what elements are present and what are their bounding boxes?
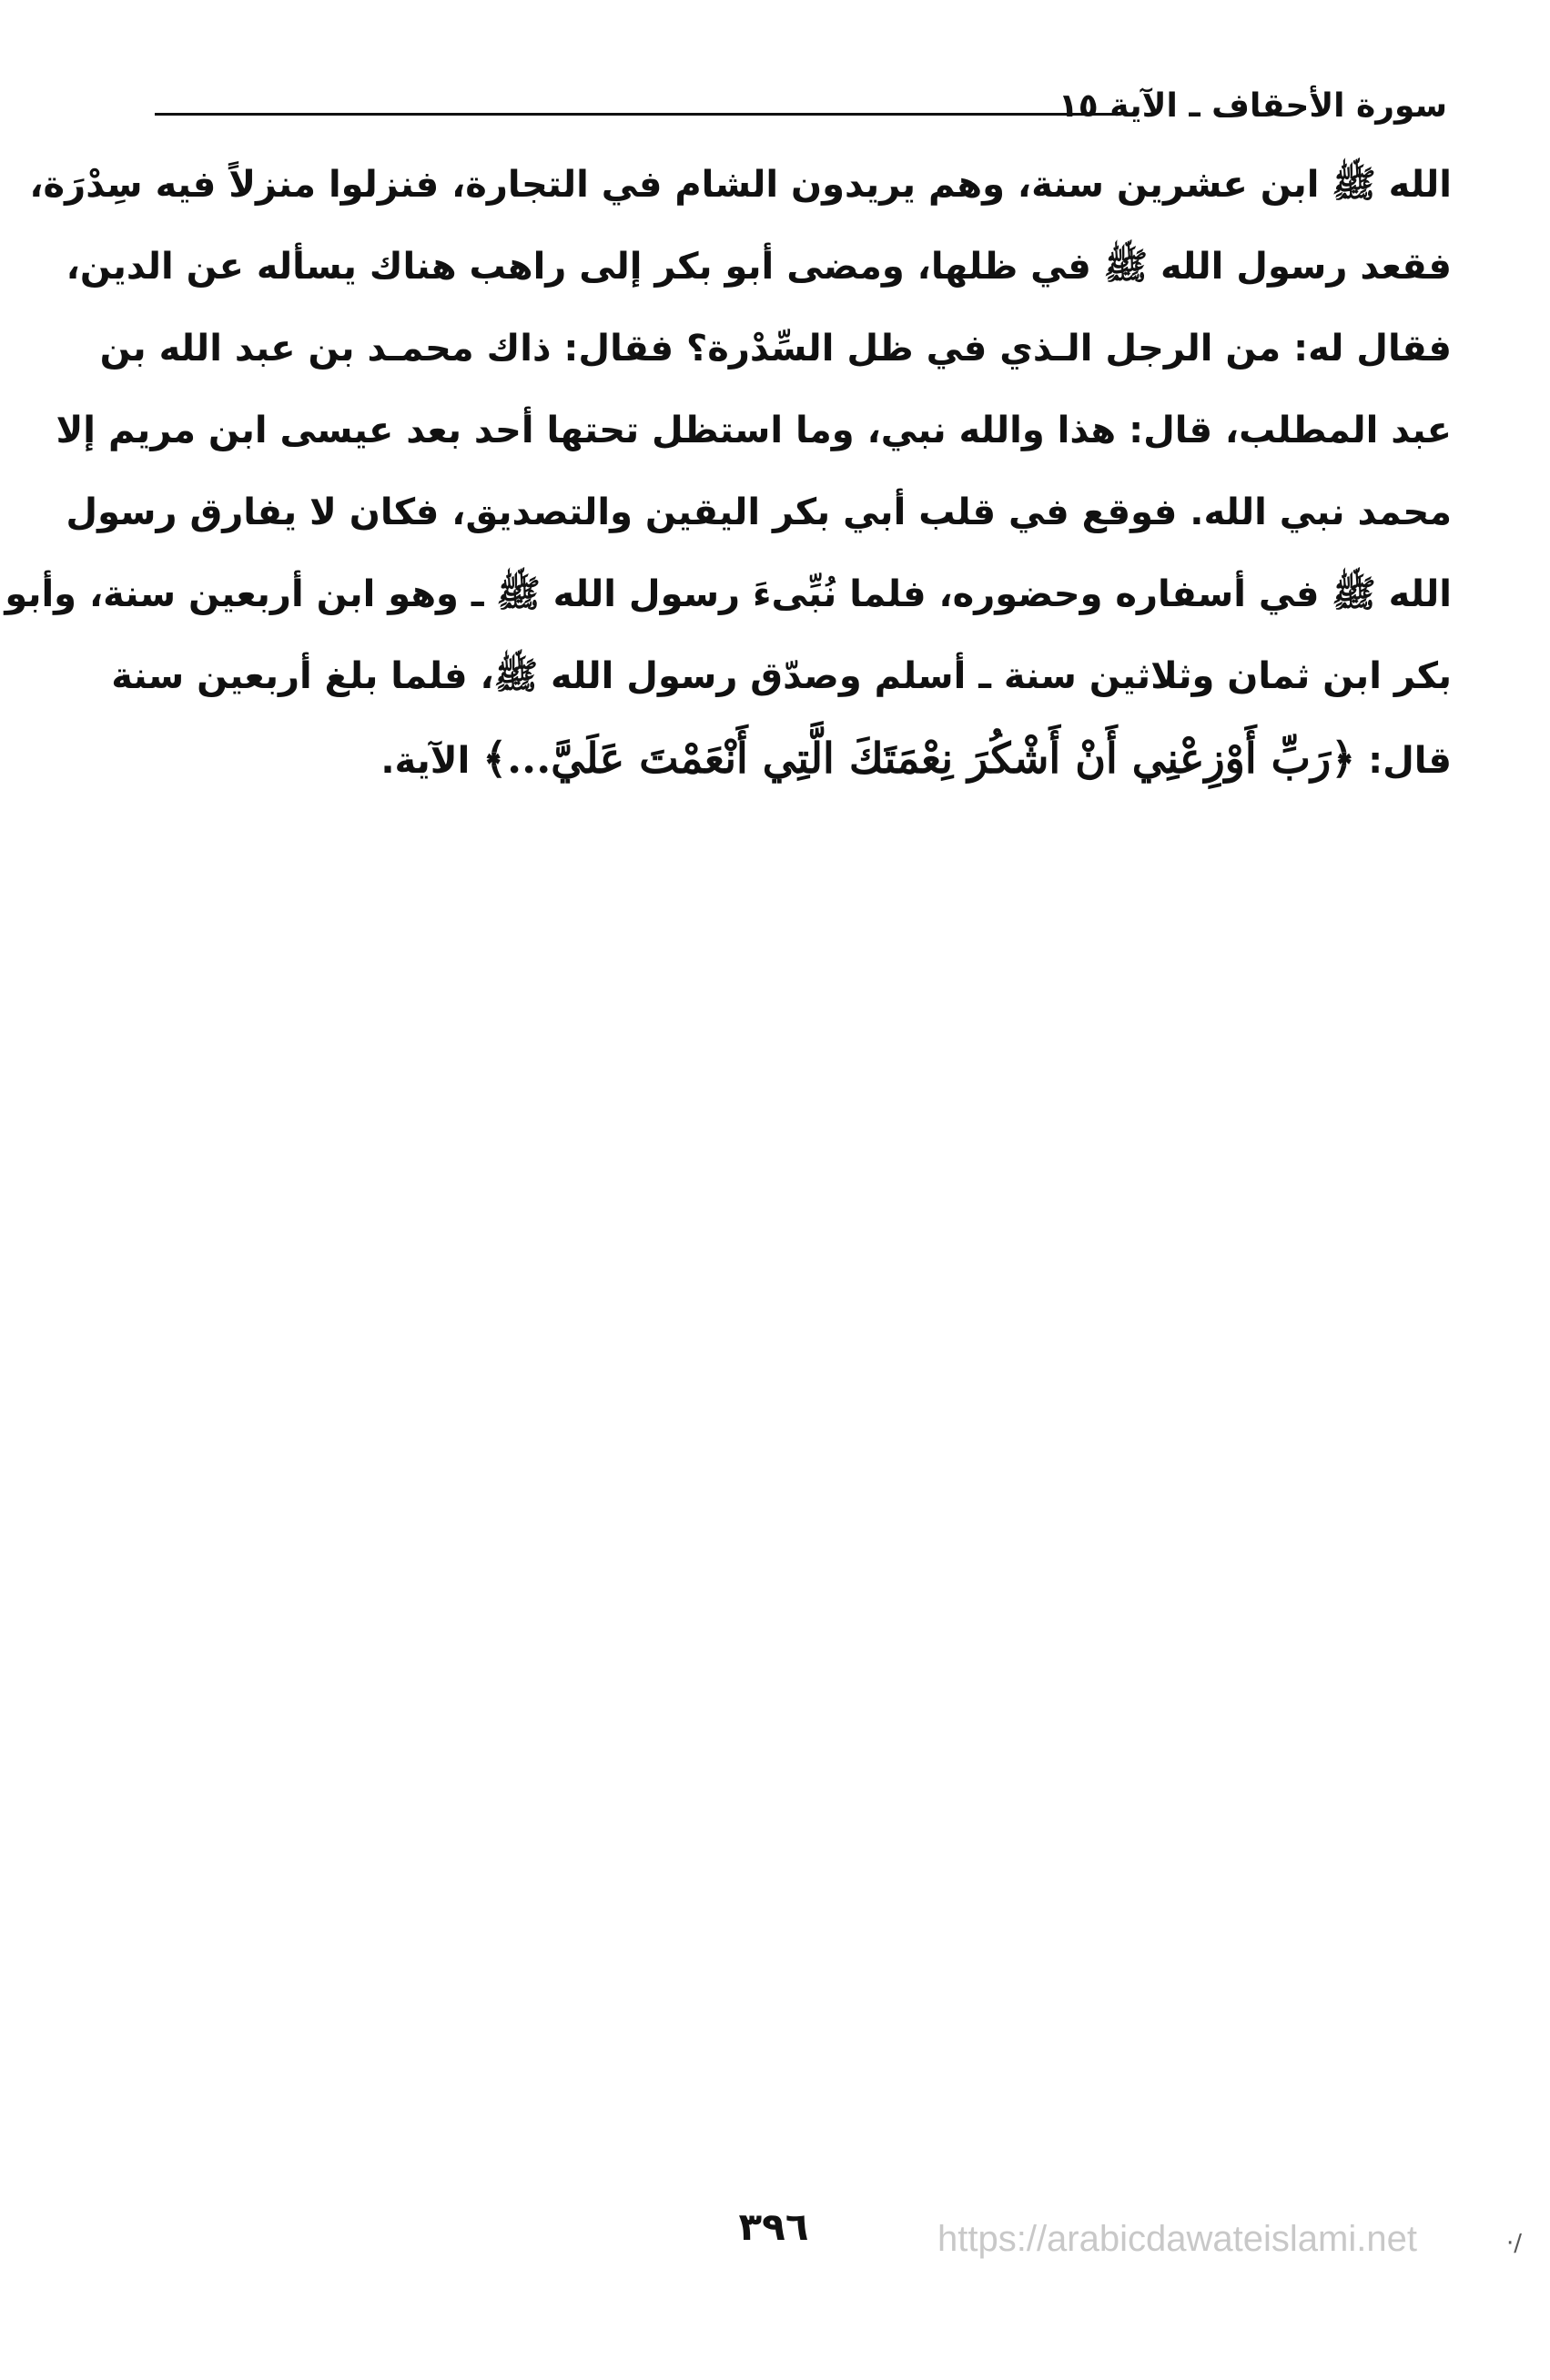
body-paragraph (5, 144, 1452, 799)
verse-reference: الآية. (380, 740, 483, 782)
surah-verse-title: سورة الأحقاف ـ الآية ١٥ (1058, 87, 1447, 125)
quran-verse: ﴿رَبِّ أَوْزِعْنِي أَنْ أَشْكُرَ نِعْمَتَكَ الَّتِي أَنْعَمْتَ عَلَيَّ...﴾ (482, 734, 1356, 783)
text-line: الله ﷺ ابن عشرين سنة، وهم يريدون الشام في التجارة، فنزلوا منزلاً فيه سِدْرَة، (29, 164, 1452, 206)
scan-mark: ·/ (1506, 2230, 1523, 2257)
quote-intro: قال: (1355, 740, 1452, 782)
page-header (155, 80, 1447, 135)
text-line: عبد المطلب، قال: هذا والله نبي، وما استظل تحتها أحد بعد عيسى ابن مريم إلا (56, 410, 1452, 451)
text-line-final (155, 717, 1452, 799)
text-line: بكر ابن ثمان وثلاثين سنة ـ أسلم وصدّق رسول الله ﷺ، فلما بلغ أربعين سنة (111, 655, 1452, 697)
watermark-url: https://arabicdawateislami.net (937, 2219, 1417, 2259)
text-line: فقال له: من الرجل الـذي في ظل السِّدْرة؟ فقال: ذاك محمـد بن عبد الله بن (99, 328, 1452, 370)
page-number: ٣٩٦ (738, 2204, 809, 2249)
text-line: فقعد رسول الله ﷺ في ظلها، ومضى أبو بكر إلى راهب هناك يسأله عن الدين، (66, 246, 1452, 288)
text-line: محمد نبي الله. فوقع في قلب أبي بكر اليقين والتصديق، فكان لا يفارق رسول (66, 491, 1452, 533)
header-rule (155, 113, 1119, 116)
text-line: الله ﷺ في أسفاره وحضوره، فلما نُبِّىءَ رسول الله ﷺ ـ وهو ابن أربعين سنة، وأبو (5, 573, 1452, 615)
